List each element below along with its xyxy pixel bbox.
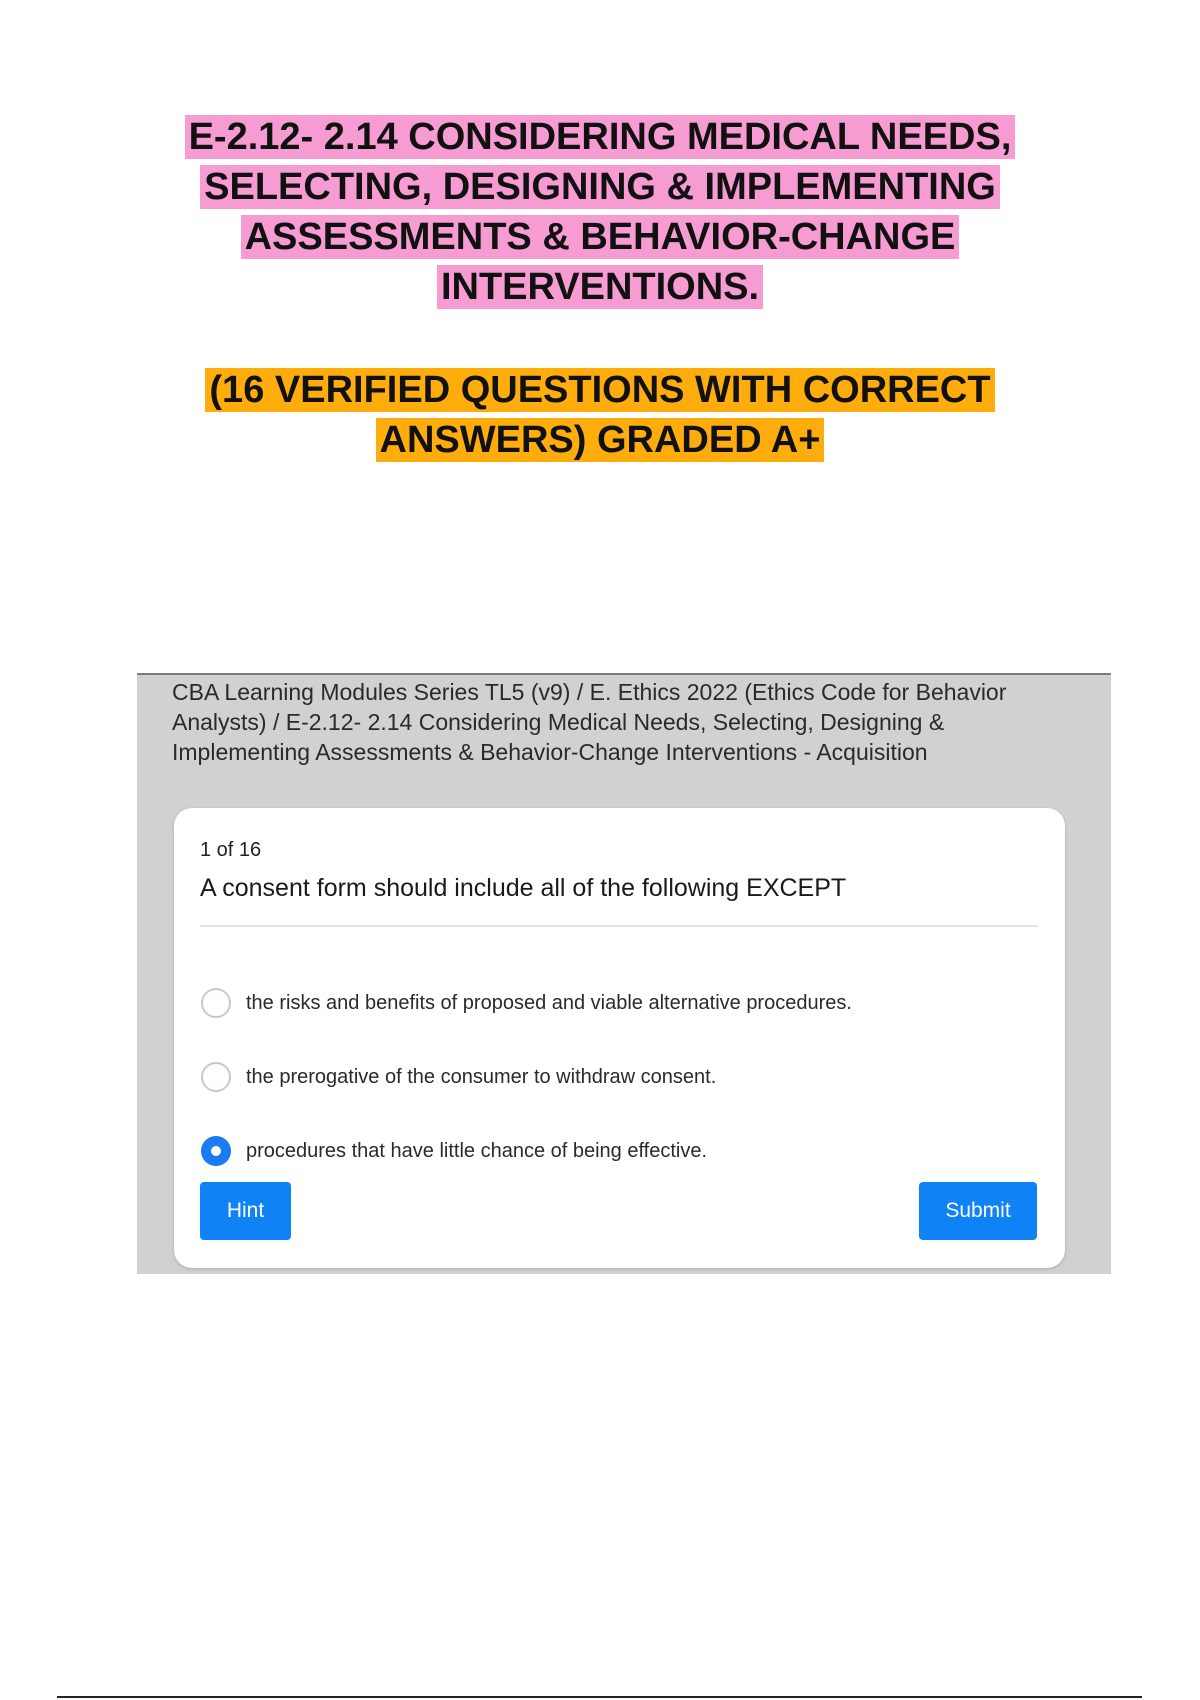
title-line-4: INTERVENTIONS. (437, 265, 763, 309)
submit-button[interactable]: Submit (919, 1182, 1037, 1240)
title-line-1: E-2.12- 2.14 CONSIDERING MEDICAL NEEDS, (185, 115, 1016, 159)
subtitle-line-2: ANSWERS) GRADED A+ (376, 418, 825, 462)
radio-button-icon[interactable] (201, 988, 231, 1018)
document-title (130, 112, 1070, 312)
breadcrumb: CBA Learning Modules Series TL5 (v9) / E. Ethics 2022 (Ethics Code for Behavior Analysts) / E-2.12- 2.14 Considering Medical Needs, Selecting, Designing & Implementing Assessments & Behavior-Change Interventions - Acquisition (172, 679, 1007, 765)
radio-button-selected-icon[interactable] (201, 1136, 231, 1166)
answer-option-label: the prerogative of the consumer to withdraw consent. (246, 1065, 717, 1088)
answer-option-2[interactable] (201, 1062, 716, 1092)
title-line-2: SELECTING, DESIGNING & IMPLEMENTING (200, 165, 1000, 209)
subtitle-line-1: (16 VERIFIED QUESTIONS WITH CORRECT (205, 368, 994, 412)
question-counter: 1 of 16 (200, 839, 262, 861)
radio-button-icon[interactable] (201, 1062, 231, 1092)
footer-divider (57, 1696, 1142, 1698)
answer-option-3[interactable] (201, 1136, 707, 1166)
answer-option-label: the risks and benefits of proposed and viable alternative procedures. (246, 991, 852, 1014)
quiz-screenshot (137, 673, 1111, 1274)
quiz-card (174, 808, 1065, 1268)
answer-option-1[interactable] (201, 988, 852, 1018)
title-line-3: ASSESSMENTS & BEHAVIOR-CHANGE (241, 215, 960, 259)
question-divider (200, 925, 1038, 927)
hint-button[interactable]: Hint (200, 1182, 291, 1240)
document-subtitle (130, 365, 1070, 465)
answer-option-label: procedures that have little chance of being effective. (246, 1139, 708, 1162)
question-text: A consent form should include all of the following EXCEPT (200, 874, 847, 902)
